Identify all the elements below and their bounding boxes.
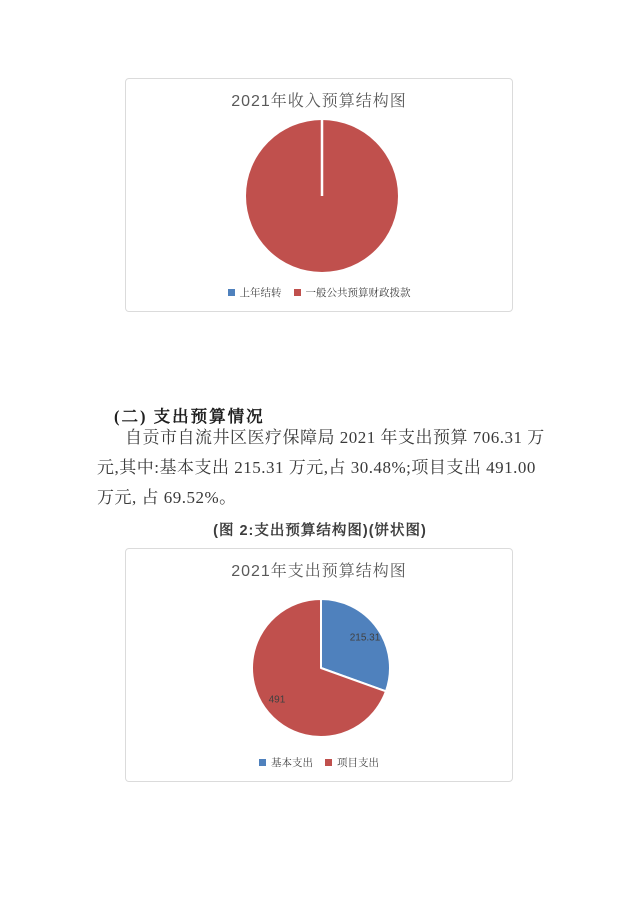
paragraph-line: 万元, 占 69.52%。	[97, 488, 237, 507]
blue-swatch-icon	[259, 759, 266, 766]
income-chart-legend	[126, 285, 512, 300]
legend-label-public-budget: 一般公共预算财政拨款	[305, 287, 411, 299]
paragraph-line: 元,其中:基本支出 215.31 万元,占 30.48%;项目支出 491.00	[97, 458, 536, 477]
red-swatch-icon	[325, 759, 332, 766]
legend-item-project-expenditure	[325, 755, 379, 770]
income-budget-chart-card	[125, 78, 513, 312]
svg-text:215.31: 215.31	[349, 632, 381, 644]
legend-item-carryover	[228, 285, 282, 300]
svg-text:491: 491	[268, 694, 286, 706]
legend-label-basic-expenditure: 基本支出	[271, 757, 313, 769]
blue-swatch-icon	[228, 289, 235, 296]
legend-item-public-budget	[294, 285, 411, 300]
legend-item-basic-expenditure	[259, 755, 313, 770]
paragraph-line: 自贡市自流井区医疗保障局 2021 年支出预算 706.31 万	[125, 428, 545, 447]
legend-label-carryover: 上年结转	[239, 287, 282, 299]
legend-label-project-expenditure: 项目支出	[337, 757, 379, 769]
income-chart-title: 2021年收入预算结构图	[231, 93, 407, 110]
income-pie-chart	[126, 79, 514, 313]
figure-caption: (图 2:支出预算结构图)(饼状图)	[213, 523, 427, 539]
red-swatch-icon	[294, 289, 301, 296]
expenditure-chart-legend	[126, 755, 512, 770]
expenditure-pie-chart	[126, 549, 514, 783]
expenditure-chart-title: 2021年支出预算结构图	[231, 563, 407, 580]
section-heading: (二) 支出预算情况	[114, 406, 265, 426]
expenditure-budget-chart-card	[125, 548, 513, 782]
